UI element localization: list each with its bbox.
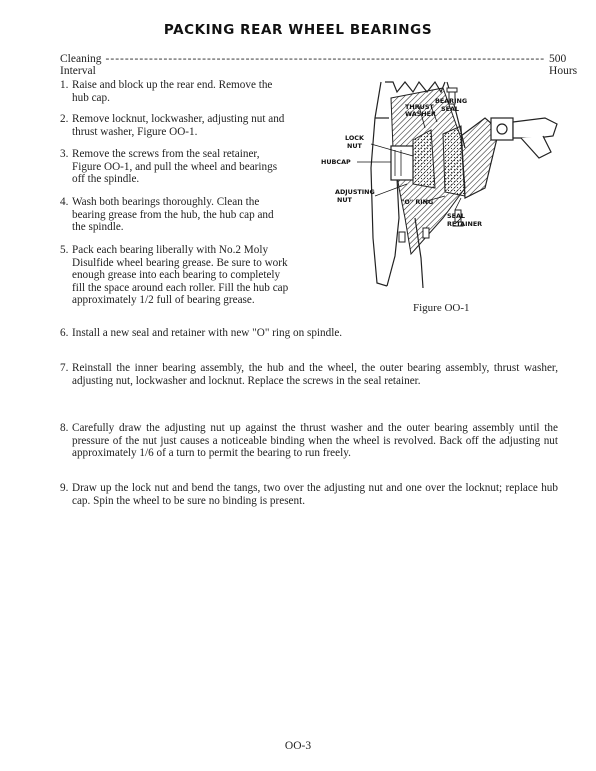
label-thrust: THRUST <box>405 103 434 111</box>
page-title: PACKING REAR WHEEL BEARINGS <box>163 22 433 38</box>
step-2 <box>60 113 290 138</box>
step-number: 8. <box>60 422 69 434</box>
step-7 <box>60 362 558 387</box>
interval-leader: ------------------------------------------------------------------------------------------- <box>105 53 546 65</box>
step-8 <box>60 422 558 460</box>
label-hubcap: HUBCAP <box>321 158 351 166</box>
label-adjusting-nut: NUT <box>337 196 352 204</box>
interval-label: Cleaning Interval <box>60 53 102 77</box>
label-seal-retainer-2: RETAINER <box>447 220 483 228</box>
step-9 <box>60 482 558 507</box>
label-washer: WASHER <box>405 110 436 118</box>
step-text: Remove the screws from the seal retainer, Figure OO-1, and pull the wheel and bearings off the spindle. <box>72 148 278 186</box>
step-number: 9. <box>60 482 69 494</box>
step-text: Draw up the lock nut and bend the tangs, two over the adjusting nut and one over the locknut; replace hub cap. Spin the wheel to be sure no binding is present. <box>72 482 558 507</box>
step-number: 6. <box>60 327 69 339</box>
step-text: Install a new seal and retainer with new "O" ring on spindle. <box>72 327 343 339</box>
step-6 <box>60 327 558 340</box>
step-text: Reinstall the inner bearing assembly, the hub and the wheel, the outer bearing assembly, thrust washer, adjusting nut, lockwasher and locknut. Replace the screws in the seal retainer. <box>72 362 558 387</box>
label-lock: LOCK <box>345 134 364 142</box>
step-text: Raise and block up the rear end. Remove the hub cap. <box>72 79 273 104</box>
step-1 <box>60 79 290 104</box>
page-number: OO-3 <box>284 740 312 752</box>
cleaning-interval-line <box>60 53 578 77</box>
label-adjusting: ADJUSTING <box>335 188 375 196</box>
step-3 <box>60 148 290 186</box>
hub-cap <box>391 146 413 180</box>
step-number: 1. <box>60 79 69 91</box>
step-5 <box>60 244 290 307</box>
label-bearing: BEARING <box>435 97 468 105</box>
figure-caption: Figure OO-1 <box>413 302 470 314</box>
step-text: Remove locknut, lockwasher, adjusting nut and thrust washer, Figure OO-1. <box>72 113 285 138</box>
step-number: 7. <box>60 362 69 374</box>
step-4 <box>60 196 290 234</box>
label-nut: NUT <box>347 142 362 150</box>
wheel-bearing-diagram <box>315 78 560 310</box>
step-text: Wash both bearings thoroughly. Clean the bearing grease from the hub, the hub cap and the spindle. <box>72 196 274 234</box>
step-number: 2. <box>60 113 69 125</box>
step-number: 4. <box>60 196 69 208</box>
label-o-ring: "O" RING <box>401 198 434 206</box>
label-seal-retainer-1: SEAL <box>447 212 465 220</box>
interval-value: 500 Hours <box>549 53 578 77</box>
step-text: Pack each bearing liberally with No.2 Moly Disulfide wheel bearing grease. Be sure to work enough grease into each bearing to completely fill the space around each roller. Fill the hub cap approximately 1/2 full of bearing grease. <box>72 244 289 307</box>
outer-bearing <box>413 130 435 188</box>
step-number: 3. <box>60 148 69 160</box>
label-seal: SEAL <box>441 105 459 113</box>
step-text: Carefully draw the adjusting nut up against the thrust washer and the outer bearing assembly until the pressure of the nut just causes a noticeable binding when the wheel is revolved. Back off the adjusting nut approximately 1/6 of a turn to permit the bearing to run freely. <box>72 422 558 460</box>
spindle-axle <box>461 118 557 198</box>
step-number: 5. <box>60 244 69 256</box>
